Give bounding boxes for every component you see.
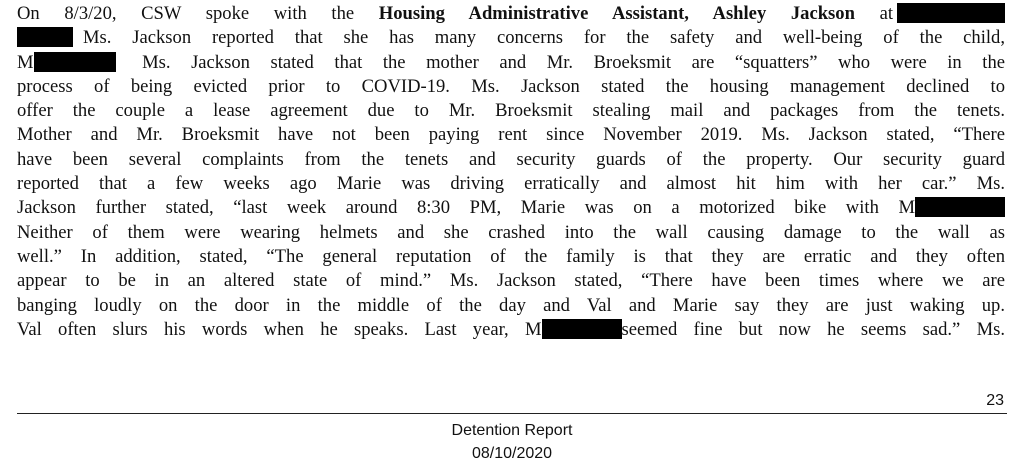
line-text: Val often slurs his words when he speaks. Last year, M [17, 318, 542, 340]
report-line [17, 196, 1005, 220]
report-line [17, 2, 1005, 26]
bold-name: Housing Administrative Assistant, Ashley Jackson [378, 3, 855, 24]
line-text: seemed fine but now he seems sad.” Ms. [621, 318, 1005, 340]
report-line [17, 26, 1005, 50]
redaction-block [17, 27, 73, 47]
line-text: Ms. Jackson stated that the mother and Mr. Broeksmit are “squatters” who were in the [121, 51, 1005, 73]
report-line [17, 51, 1005, 75]
redaction-block [34, 52, 116, 72]
report-line [17, 318, 1005, 342]
line-text: On 8/3/20, CSW spoke with the [17, 3, 379, 24]
line-text: Jackson further stated, “last week around 8:30 PM, Marie was on a motorized bike with M [17, 197, 915, 219]
redaction-block [897, 3, 1005, 23]
report-line: reported that a few weeks ago Marie was driving erratically and almost hit him with her car.” Ms. [17, 173, 1005, 195]
line-text: Ms. Jackson reported that she has many concerns for the safety and well-being of the child, [83, 27, 1005, 49]
footer-title: Detention Report [451, 422, 573, 439]
report-line: banging loudly on the door in the middle of the day and Val and Marie say they are just waking up. [17, 294, 1005, 316]
line-text: M [17, 51, 34, 73]
report-line: offer the couple a lease agreement due to Mr. Broeksmit stealing mail and packages from the tenets. [17, 100, 1005, 122]
redaction-block [542, 319, 622, 339]
footer-date: 08/10/2020 [471, 445, 553, 462]
report-line: well.” In addition, stated, “The general reputation of the family is that they are erratic and they often [17, 245, 1005, 267]
footer-divider [17, 413, 1007, 414]
report-body [17, 2, 1005, 342]
report-line: appear to be in an altered state of mind.” Ms. Jackson stated, “There have been times where we are [17, 270, 1005, 292]
report-line: Mother and Mr. Broeksmit have not been paying rent since November 2019. Ms. Jackson stated, “There [17, 124, 1005, 146]
report-line: have been several complaints from the tenets and security guards of the property. Our security guard [17, 148, 1005, 170]
line-text: at [854, 3, 893, 24]
report-line: process of being evicted prior to COVID-19. Ms. Jackson stated the housing management declined to [17, 75, 1005, 97]
page-number: 23 [986, 392, 1004, 409]
report-line: Neither of them were wearing helmets and she crashed into the wall causing damage to the wall as [17, 221, 1005, 243]
redaction-block [915, 197, 1005, 217]
